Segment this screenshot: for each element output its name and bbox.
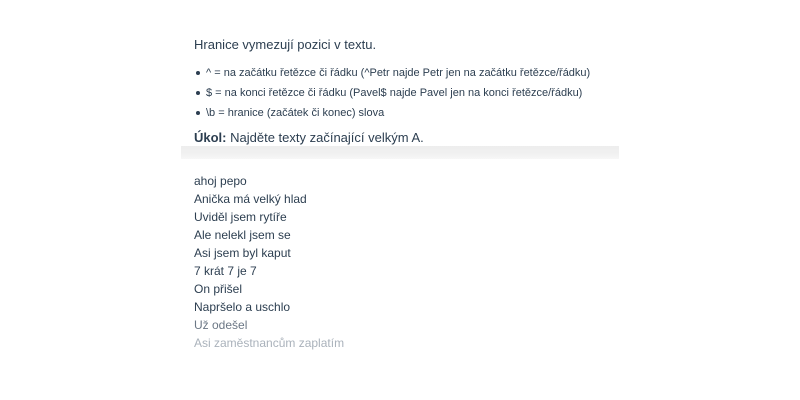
text-line: Už odešel [194,318,248,332]
text-line: Ale nelekl jsem se [194,228,291,242]
rule-item-end-anchor: $ = na konci řetězce či řádku (Pavel$ najde Pavel jen na konci řetězce/řádku) [194,83,606,103]
task-text: Najděte texty začínající velkým A. [226,130,424,145]
rules-list [194,63,606,123]
text-line: Uviděl jsem rytíře [194,210,287,224]
text-line: Napršelo a uschlo [194,300,291,314]
text-line: On přišel [194,282,243,296]
instructions [181,0,619,147]
text-line: 7 krát 7 je 7 [194,264,257,278]
text-line: Asi zaměstnancům zaplatím [194,336,345,350]
text-line: ahoj pepo [194,174,247,188]
task [194,129,606,147]
task-label: Úkol: [194,130,227,145]
instructions-heading: Hranice vymezují pozici v textu. [194,37,377,52]
text-line: Anička má velký hlad [194,192,307,206]
test-text-list [194,172,344,352]
rule-item-word-boundary: \b = hranice (začátek či konec) slova [194,103,606,123]
exercise-card [181,0,619,368]
text-line: Asi jsem byl kaput [194,246,291,260]
rule-item-start-anchor: ^ = na začátku řetězce či řádku (^Petr najde Petr jen na začátku řetězce/řádku) [194,63,606,83]
divider [181,146,619,159]
